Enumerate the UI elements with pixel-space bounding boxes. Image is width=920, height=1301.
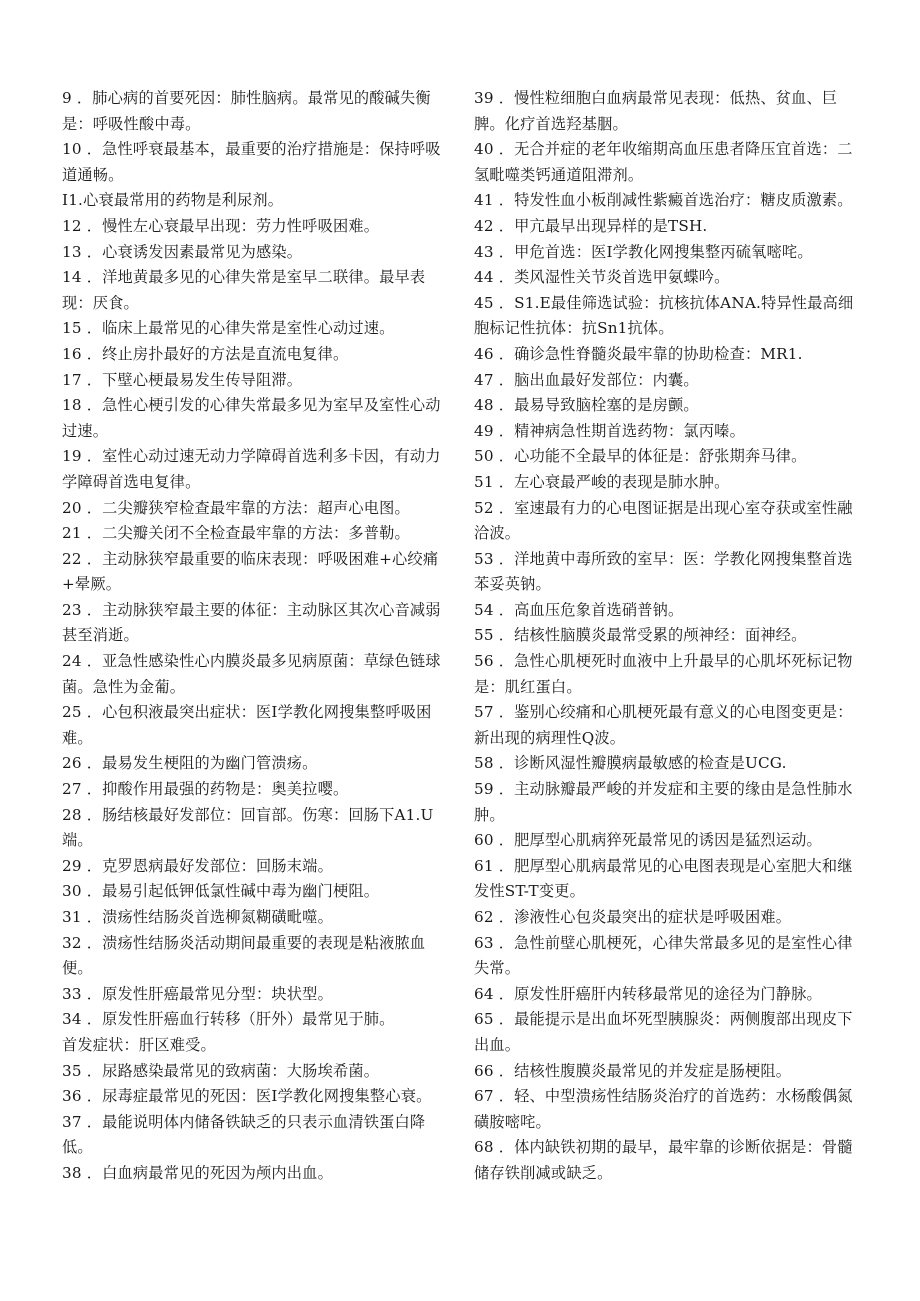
- list-item: 25 ．心包积液最突出症状：医I学教化网搜集整呼吸困难。: [62, 703, 432, 747]
- left-column: [62, 86, 456, 1187]
- list-item: 65 ．最能提示是出血坏死型胰腺炎：两侧腹部出现皮下出血。: [474, 1010, 853, 1054]
- list-item: 10 ．急性呼衰最基本，最重要的治疗措施是：保持呼吸道通畅。: [62, 140, 441, 184]
- list-item: 13 ．心衰诱发因素最常见为感染。: [62, 242, 303, 261]
- list-item: 59 ．主动脉瓣最严峻的并发症和主要的缘由是急性肺水肿。: [474, 780, 853, 824]
- list-item: 33 ．原发性肝癌最常见分型：块状型。: [62, 984, 333, 1003]
- list-item: 47 ．脑出血最好发部位：内囊。: [474, 370, 699, 389]
- list-item: 61 ．肥厚型心肌病最常见的心电图表现是心室肥大和继发性ST-T变更。: [474, 856, 853, 901]
- list-item: 54 ．高血压危象首选硝普钠。: [474, 600, 684, 619]
- list-item: 12 ．慢性左心衰最早出现：劳力性呼吸困难。: [62, 216, 380, 235]
- list-item: 64 ．原发性肝癌肝内转移最常见的途径为门静脉。: [474, 984, 822, 1003]
- list-item: 29 ．克罗恩病最好发部位：回肠末端。: [62, 856, 333, 875]
- list-item: 23 ．主动脉狭窄最主要的体征：主动脉区其次心音减弱甚至消逝。: [62, 600, 441, 645]
- list-item: 38 ．白血病最常见的死因为颅内出血。: [62, 1163, 333, 1182]
- list-item: 36 ．尿毒症最常见的死因：医I学教化网搜集整心衰。: [62, 1087, 432, 1106]
- list-item: 53 ．洋地黄中毒所致的室早：医：学教化网搜集整首选苯妥英钠。: [474, 549, 853, 594]
- list-item: 51 ．左心衰最严峻的表现是肺水肿。: [474, 472, 730, 491]
- list-item: 60 ．肥厚型心肌病猝死最常见的诱因是猛烈运动。: [474, 831, 822, 850]
- list-item: 62 ．渗液性心包炎最突出的症状是呼吸困难。: [474, 908, 792, 926]
- list-item: 端。: [62, 831, 93, 850]
- list-item: 16 ．终止房扑最好的方法是直流电复律。: [62, 344, 349, 363]
- list-item: 68 ．体内缺铁初期的最早，最牢靠的诊断依据是：骨髓储存铁削减或缺乏。: [474, 1138, 853, 1182]
- list-item: 41 ．特发性血小板削减性紫癜首选治疗：糖皮质激素。: [474, 191, 853, 210]
- list-item: 44 ．类风湿性关节炎首选甲氨蝶吟。: [474, 268, 730, 287]
- list-item: 35 ．尿路感染最常见的致病菌：大肠埃希菌。: [62, 1061, 380, 1080]
- list-item: 43 ．甲危首选：医I学教化网搜集整丙硫氧嘧咤。: [474, 242, 813, 261]
- list-item: 46 ．确诊急性脊髓炎最牢靠的协助检查：MR1.: [474, 344, 803, 363]
- list-item: 56 ．急性心肌梗死时血液中上升最早的心肌坏死标记物是：肌红蛋白。: [474, 652, 853, 696]
- list-item: 14 ．洋地黄最多见的心律失常是室早二联律。最早表现：厌食。: [62, 268, 426, 312]
- list-item: 32 ．溃疡性结肠炎活动期间最重要的表现是粘液脓血便。: [62, 933, 426, 978]
- list-item: 67 ．轻、中型溃疡性结肠炎治疗的首选药：水杨酸偶氮磺胺嘧咤。: [474, 1087, 853, 1131]
- list-item: 63 ．急性前壁心肌梗死，心律失常最多见的是室性心律失常。: [474, 933, 853, 978]
- list-item: 66 ．结核性腹膜炎最常见的并发症是肠梗阻。: [474, 1061, 792, 1080]
- list-item: 21 ．二尖瓣关闭不全检查最牢靠的方法：多普勒。: [62, 524, 410, 543]
- list-item: 24 ．亚急性感染性心内膜炎最多见病原菌：草绿色链球菌。急性为金葡。: [62, 652, 441, 696]
- list-item: 首发症状：肝区难受。: [62, 1035, 216, 1054]
- right-column: [474, 86, 866, 1187]
- list-item: 58 ．诊断风湿性瓣膜病最敏感的检查是UCG.: [474, 754, 787, 773]
- list-item: 34 ．原发性肝癌血行转移（肝外）最常见于肺。: [62, 1010, 395, 1029]
- list-item: 55 ．结核性脑膜炎最常受累的颅神经：面神经。: [474, 626, 807, 645]
- list-item: 50 ．心功能不全最早的体征是：舒张期奔马律。: [474, 447, 807, 466]
- list-item: 52 ．室速最有力的心电图证据是出现心室夺获或室性融洽波。: [474, 498, 853, 543]
- list-item: 22 ．主动脉狭窄最重要的临床表现：呼吸困难+心绞痛+晕厥。: [62, 549, 439, 594]
- list-item: 17 ．下壁心梗最易发生传导阻滞。: [62, 370, 303, 389]
- list-item: I1.心衰最常用的药物是利尿剂。: [62, 191, 284, 210]
- list-item: 48 ．最易导致脑栓塞的是房颤。: [474, 396, 699, 415]
- list-item: 27 ．抑酸作用最强的药物是：奥美拉嘤。: [62, 780, 349, 799]
- list-item: 30 ．最易引起低钾低氯性碱中毒为幽门梗阻。: [62, 882, 380, 901]
- list-item: 57 ．鉴别心绞痛和心肌梗死最有意义的心电图变更是：新出现的病理性Q波。: [474, 703, 853, 747]
- list-item: 19 ．室性心动过速无动力学障碍首选利多卡因，有动力学障碍首选电复律。: [62, 447, 441, 491]
- list-item: 26 ．最易发生梗阻的为幽门管溃疡。: [62, 754, 318, 773]
- list-item: 42 ．甲亢最早出现异样的是TSH.: [474, 216, 708, 235]
- list-item: 49 ．精神病急性期首选药物：氯丙嗪。: [474, 421, 745, 440]
- list-item: 45 ．S1.E最佳筛选试验：抗核抗体ANA.特异性最高细胞标记性抗体：抗Sn1抗体。: [474, 293, 854, 338]
- list-item: 28 ．肠结核最好发部位：回盲部。伤寒：回肠下A1.U: [62, 805, 434, 824]
- list-item: 37 ．最能说明体内储备铁缺乏的只表示血清铁蛋白降低。: [62, 1112, 426, 1157]
- list-item: 31 ．溃疡性结肠炎首选柳氮糊磺毗噬。: [62, 908, 333, 926]
- list-item: 40 ．无合并症的老年收缩期高血压患者降压宜首选：二氢毗噬类钙通道阻滞剂。: [474, 140, 853, 184]
- list-item: 39 ．慢性粒细胞白血病最常见表现：低热、贫血、巨脾。化疗首选羟基胭。: [474, 89, 838, 133]
- list-item: 18 ．急性心梗引发的心律失常最多见为室早及室性心动过速。: [62, 396, 441, 440]
- list-item: 20 ．二尖瓣狭窄检查最牢靠的方法：超声心电图。: [62, 498, 410, 517]
- list-item: 9 ．肺心病的首要死因：肺性脑病。最常见的酸碱失衡是：呼吸性酸中毒。: [62, 89, 431, 133]
- list-item: 15 ．临床上最常见的心律失常是室性心动过速。: [62, 319, 395, 338]
